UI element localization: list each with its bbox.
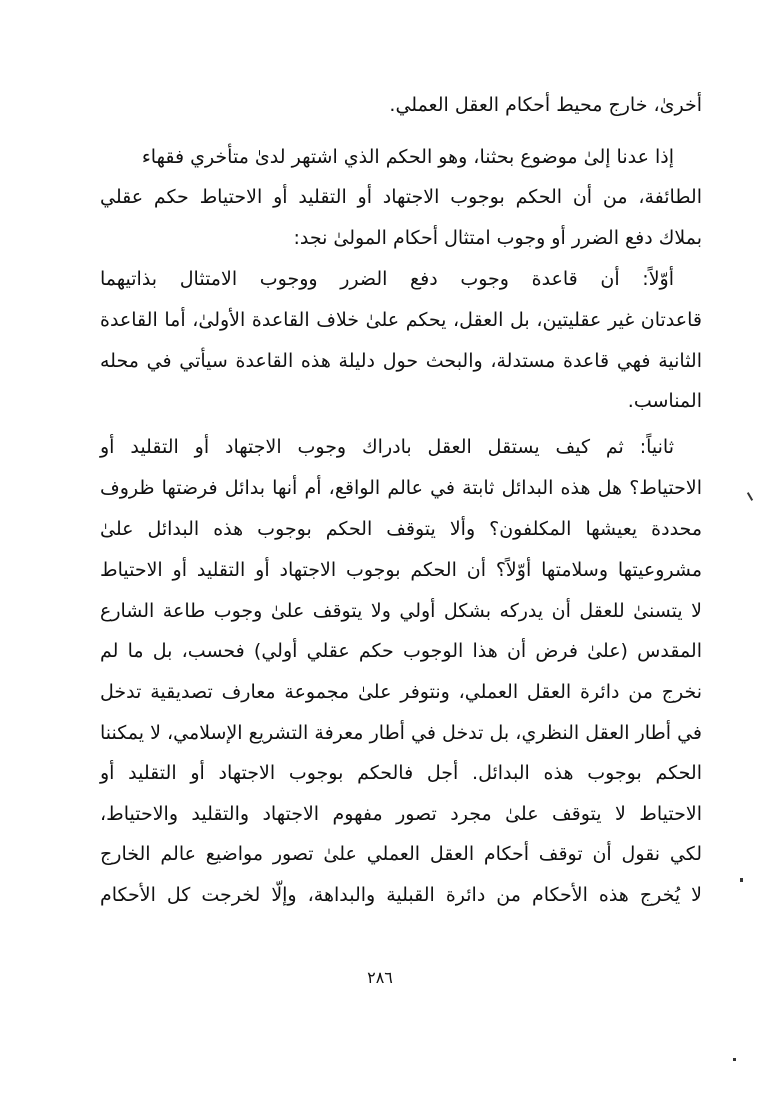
scan-mark: [740, 878, 743, 882]
text-line: الاحتياط لا يتوقف علىٰ مجرد تصور مفهوم الاجتهاد والتقليد والاحتياط،: [100, 803, 702, 825]
text-line: أوّلاً: أن قاعدة وجوب دفع الضرر ووجوب الامتثال بذاتيهما: [100, 268, 674, 290]
text-line: المقدس (علىٰ فرض أن هذا الوجوب حكم عقلي أولي) فحسب، بل ما لم: [100, 640, 702, 662]
text-line: في أطار العقل النظري، بل تدخل في أطار معرفة التشريع الإسلامي، لا يمكننا: [100, 722, 702, 744]
text-line: ثانياً: ثم كيف يستقل العقل بادراك وجوب الاجتهاد أو التقليد أو: [100, 436, 674, 458]
text-line: لا يتسنىٰ للعقل أن يدركه بشكل أولي ولا يتوقف علىٰ وجوب طاعة الشارع: [100, 600, 702, 622]
text-line: لكي نقول أن توقف أحكام العقل العملي علىٰ تصور مواضيع عالم الخارج: [100, 843, 702, 865]
text-line: إذا عدنا إلىٰ موضوع بحثنا، وهو الحكم الذي اشتهر لدىٰ متأخري فقهاء: [141, 146, 674, 168]
text-line: بملاك دفع الضرر أو وجوب امتثال أحكام المولىٰ نجد:: [293, 227, 702, 249]
text-line: محددة يعيشها المكلفون؟ وألا يتوقف الحكم بوجوب هذه البدائل علىٰ: [100, 518, 702, 540]
text-line: الثانية فهي قاعدة مستدلة، والبحث حول دليلة هذه القاعدة سيأتي في محله: [100, 350, 702, 372]
scan-mark: [733, 1058, 736, 1061]
text-line: الاحتياط؟ هل هذه البدائل ثابتة في عالم الواقع، أم أنها بدائل فرضتها ظروف: [100, 477, 702, 499]
text-line: مشروعيتها وسلامتها أوّلاً؟ أن الحكم بوجوب الاجتهاد أو التقليد أو الاحتياط: [100, 559, 702, 581]
text-line: الطائفة، من أن الحكم بوجوب الاجتهاد أو التقليد أو الاحتياط حكم عقلي: [100, 186, 702, 208]
page-number: ٢٨٦: [367, 968, 393, 987]
text-line: أخرىٰ، خارج محيط أحكام العقل العملي.: [389, 94, 702, 116]
scan-mark: [747, 492, 753, 501]
text-line: قاعدتان غير عقليتين، بل العقل، يحكم علىٰ خلاف القاعدة الأولىٰ، أما القاعدة: [100, 309, 702, 331]
text-line: المناسب.: [627, 390, 702, 412]
text-line: لا يُخرج هذه الأحكام من دائرة القبلية والبداهة، وإلّا لخرجت كل الأحكام: [100, 884, 702, 906]
text-line: نخرج من دائرة العقل العملي، ونتوفر علىٰ مجموعة معارف تصديقية تدخل: [100, 681, 702, 703]
text-line: الحكم بوجوب هذه البدائل. أجل فالحكم بوجوب الاجتهاد أو التقليد أو: [100, 762, 702, 784]
